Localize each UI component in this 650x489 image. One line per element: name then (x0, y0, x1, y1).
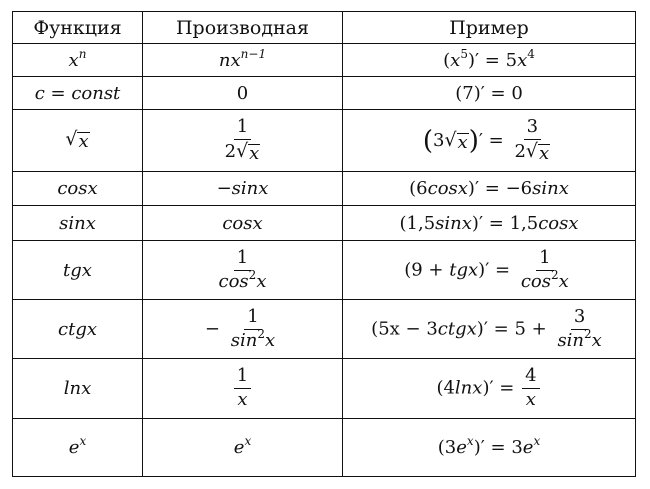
example-cell: $(3e^x)' = 3e^x$ (343, 419, 636, 477)
fraction: 1 2 √ x (224, 115, 260, 164)
table-row (13, 172, 636, 206)
derivative-cell (143, 110, 343, 172)
fraction: $\frac{3}{\sin^2x}$ (557, 305, 602, 351)
example-cell: (5x − 3ctgx)′ = 5 + $\frac{3}{\sin^2x}$ (343, 300, 636, 359)
derivative-cell: 0 (143, 77, 343, 110)
function-cell: cosx (13, 172, 143, 206)
function-cell: ctgx (13, 300, 143, 359)
fraction: $\frac{1}{\cos^2x}$ (218, 246, 267, 292)
example-cell: (3 √ x )′ = 3 2 √ x (343, 110, 636, 172)
table-header-row (13, 12, 636, 44)
example-cell: (1,5sinx)′ = 1,5cosx (343, 206, 636, 241)
function-cell: c = const (13, 77, 143, 110)
derivative-cell: −sinx (143, 172, 343, 206)
example-cell: (4lnx)′ = $\frac{4}{x}$ (343, 359, 636, 419)
function-cell: $x^n$ (13, 44, 143, 77)
fraction: $\frac{1}{\cos^2x}$ (520, 246, 569, 292)
function-cell: $e^x$ (13, 419, 143, 477)
table-row (13, 419, 636, 477)
example-cell: (9 + tgx)′ = $\frac{1}{\cos^2x}$ (343, 241, 636, 300)
fraction: 3 2 √ x (514, 115, 550, 164)
derivative-cell (143, 241, 343, 300)
fraction: $\frac{1}{x}$ (234, 367, 251, 410)
table-row (13, 359, 636, 419)
derivative-cell (143, 359, 343, 419)
header-function: Функция (13, 12, 143, 44)
table-row (13, 44, 636, 77)
table-row (13, 206, 636, 241)
table-row (13, 110, 636, 172)
derivative-table (12, 11, 636, 477)
derivative-cell: $nx^{n-1}$ (143, 44, 343, 77)
fraction: $\frac{4}{x}$ (522, 367, 539, 410)
example-cell: (7)′ = 0 (343, 77, 636, 110)
header-derivative: Производная (143, 12, 343, 44)
table-row (13, 77, 636, 110)
table-row (13, 241, 636, 300)
table-row (13, 300, 636, 359)
function-cell: sinx (13, 206, 143, 241)
function-cell: lnx (13, 359, 143, 419)
derivative-cell: cosx (143, 206, 343, 241)
function-cell: tgx (13, 241, 143, 300)
derivative-cell: $e^x$ (143, 419, 343, 477)
function-cell: √ x (13, 110, 143, 172)
example-cell: $(x^5)' = 5x^4$ (343, 44, 636, 77)
example-cell: (6cosx)′ = −6sinx (343, 172, 636, 206)
fraction: $\frac{1}{\sin^2x}$ (230, 305, 276, 351)
derivative-cell: − $\frac{1}{\sin^2x}$ (143, 300, 343, 359)
header-example: Пример (343, 12, 636, 44)
